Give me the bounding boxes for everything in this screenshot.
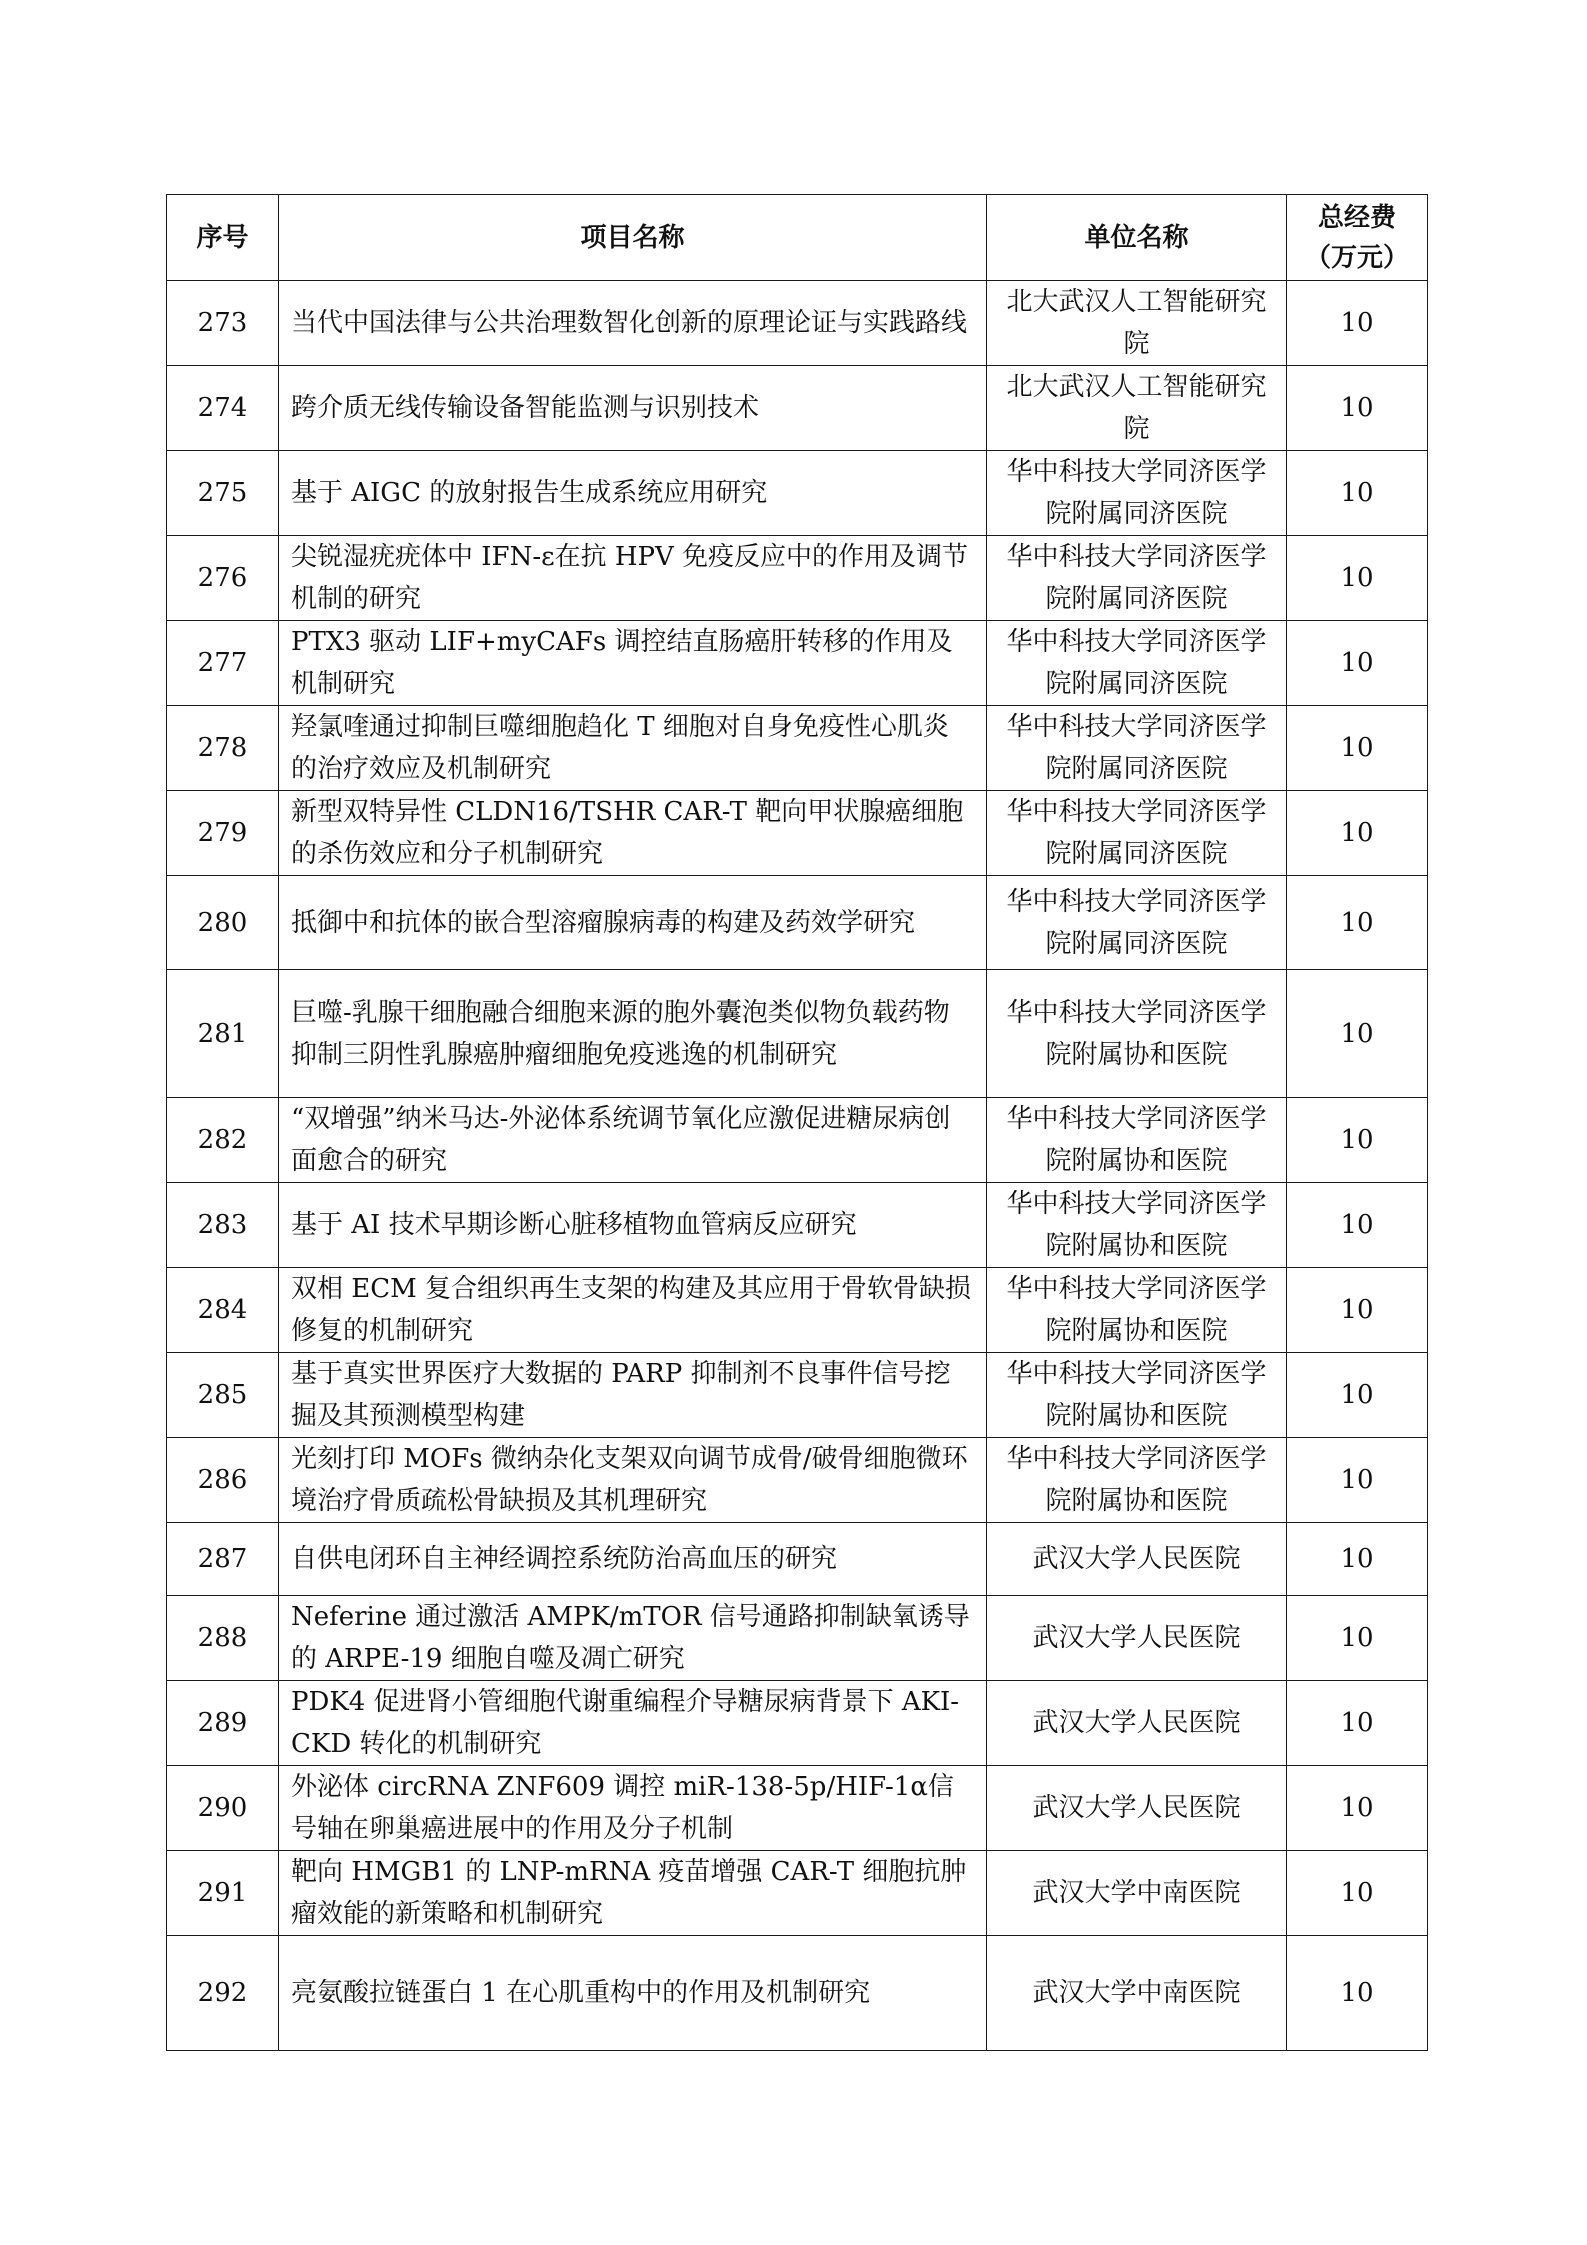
table-row [167,1766,1428,1851]
table-row [167,1183,1428,1268]
header-project-name: 项目名称 [279,195,987,281]
row-project-name: 亮氨酸拉链蛋白 1 在心肌重构中的作用及机制研究 [279,1936,987,2051]
row-unit-name: 华中科技大学同济医学院附属同济医院 [987,536,1287,621]
row-funding: 10 [1287,451,1428,536]
header-total-funding [1287,195,1428,281]
row-project-name: 基于 AI 技术早期诊断心脏移植物血管病反应研究 [279,1183,987,1268]
table-row [167,1851,1428,1936]
row-funding: 10 [1287,281,1428,366]
row-project-name: 光刻打印 MOFs 微纳杂化支架双向调节成骨/破骨细胞微环境治疗骨质疏松骨缺损及其机理研究 [279,1438,987,1523]
row-unit-name: 华中科技大学同济医学院附属协和医院 [987,1098,1287,1183]
row-funding: 10 [1287,791,1428,876]
row-funding: 10 [1287,1681,1428,1766]
row-funding: 10 [1287,1183,1428,1268]
row-project-name: 当代中国法律与公共治理数智化创新的原理论证与实践路线 [279,281,987,366]
row-funding: 10 [1287,621,1428,706]
row-unit-name: 武汉大学人民医院 [987,1681,1287,1766]
row-unit-name: 北大武汉人工智能研究院 [987,366,1287,451]
row-project-name: 新型双特异性 CLDN16/TSHR CAR-T 靶向甲状腺癌细胞的杀伤效应和分子机制研究 [279,791,987,876]
row-project-name: 巨噬-乳腺干细胞融合细胞来源的胞外囊泡类似物负载药物抑制三阴性乳腺癌肿瘤细胞免疫逃逸的机制研究 [279,970,987,1098]
table-row [167,451,1428,536]
row-funding: 10 [1287,1353,1428,1438]
table-row [167,1353,1428,1438]
row-no: 283 [167,1183,279,1268]
header-total-funding-line2: （万元） [1304,242,1409,273]
row-no: 292 [167,1936,279,2051]
row-no: 287 [167,1523,279,1596]
row-funding: 10 [1287,1851,1428,1936]
table-row [167,791,1428,876]
row-unit-name: 北大武汉人工智能研究院 [987,281,1287,366]
row-unit-name: 华中科技大学同济医学院附属协和医院 [987,1353,1287,1438]
row-no: 285 [167,1353,279,1438]
row-unit-name: 武汉大学中南医院 [987,1936,1287,2051]
row-project-name: 尖锐湿疣疣体中 IFN-ε在抗 HPV 免疫反应中的作用及调节机制的研究 [279,536,987,621]
project-funding-table [166,194,1428,2051]
row-project-name: 靶向 HMGB1 的 LNP-mRNA 疫苗增强 CAR-T 细胞抗肿瘤效能的新策略和机制研究 [279,1851,987,1936]
row-unit-name: 武汉大学中南医院 [987,1851,1287,1936]
row-unit-name: 华中科技大学同济医学院附属协和医院 [987,970,1287,1098]
row-no: 279 [167,791,279,876]
row-funding: 10 [1287,1936,1428,2051]
row-no: 273 [167,281,279,366]
row-unit-name: 华中科技大学同济医学院附属同济医院 [987,791,1287,876]
row-project-name: 自供电闭环自主神经调控系统防治高血压的研究 [279,1523,987,1596]
row-project-name: 外泌体 circRNA ZNF609 调控 miR-138-5p/HIF-1α信号轴在卵巢癌进展中的作用及分子机制 [279,1766,987,1851]
row-no: 277 [167,621,279,706]
row-no: 278 [167,706,279,791]
row-no: 289 [167,1681,279,1766]
row-project-name: PDK4 促进肾小管细胞代谢重编程介导糖尿病背景下 AKI-CKD 转化的机制研究 [279,1681,987,1766]
table-row [167,281,1428,366]
row-no: 291 [167,1851,279,1936]
table-row [167,621,1428,706]
row-project-name: 抵御中和抗体的嵌合型溶瘤腺病毒的构建及药效学研究 [279,876,987,970]
table-row [167,536,1428,621]
table-row [167,1523,1428,1596]
row-unit-name: 武汉大学人民医院 [987,1766,1287,1851]
row-no: 274 [167,366,279,451]
table-row [167,1268,1428,1353]
row-unit-name: 华中科技大学同济医学院附属协和医院 [987,1438,1287,1523]
row-funding: 10 [1287,366,1428,451]
row-funding: 10 [1287,1268,1428,1353]
table-row [167,1681,1428,1766]
row-unit-name: 华中科技大学同济医学院附属同济医院 [987,451,1287,536]
header-no: 序号 [167,195,279,281]
row-unit-name: 华中科技大学同济医学院附属协和医院 [987,1268,1287,1353]
table-row [167,1098,1428,1183]
row-funding: 10 [1287,970,1428,1098]
row-unit-name: 华中科技大学同济医学院附属同济医院 [987,706,1287,791]
row-unit-name: 华中科技大学同济医学院附属同济医院 [987,621,1287,706]
row-unit-name: 武汉大学人民医院 [987,1523,1287,1596]
row-funding: 10 [1287,1766,1428,1851]
row-no: 290 [167,1766,279,1851]
table-row [167,706,1428,791]
row-project-name: Neferine 通过激活 AMPK/mTOR 信号通路抑制缺氧诱导的 ARPE-19 细胞自噬及凋亡研究 [279,1596,987,1681]
table-row [167,366,1428,451]
row-no: 286 [167,1438,279,1523]
row-no: 275 [167,451,279,536]
row-project-name: 羟氯喹通过抑制巨噬细胞趋化 T 细胞对自身免疫性心肌炎的治疗效应及机制研究 [279,706,987,791]
row-funding: 10 [1287,1438,1428,1523]
table-row [167,1438,1428,1523]
row-funding: 10 [1287,1596,1428,1681]
row-funding: 10 [1287,1098,1428,1183]
row-no: 288 [167,1596,279,1681]
row-unit-name: 华中科技大学同济医学院附属同济医院 [987,876,1287,970]
table-header-row [167,195,1428,281]
row-no: 282 [167,1098,279,1183]
row-project-name: 基于 AIGC 的放射报告生成系统应用研究 [279,451,987,536]
row-no: 280 [167,876,279,970]
row-unit-name: 华中科技大学同济医学院附属协和医院 [987,1183,1287,1268]
row-funding: 10 [1287,876,1428,970]
row-no: 276 [167,536,279,621]
row-no: 284 [167,1268,279,1353]
table-row [167,1596,1428,1681]
row-funding: 10 [1287,1523,1428,1596]
row-project-name: 基于真实世界医疗大数据的 PARP 抑制剂不良事件信号挖掘及其预测模型构建 [279,1353,987,1438]
row-project-name: “双增强”纳米马达-外泌体系统调节氧化应激促进糖尿病创面愈合的研究 [279,1098,987,1183]
header-total-funding-line1: 总经费 [1317,202,1396,233]
table-row [167,970,1428,1098]
row-funding: 10 [1287,536,1428,621]
row-funding: 10 [1287,706,1428,791]
row-project-name: PTX3 驱动 LIF+myCAFs 调控结直肠癌肝转移的作用及机制研究 [279,621,987,706]
table-row [167,876,1428,970]
row-unit-name: 武汉大学人民医院 [987,1596,1287,1681]
header-unit-name: 单位名称 [987,195,1287,281]
row-project-name: 双相 ECM 复合组织再生支架的构建及其应用于骨软骨缺损修复的机制研究 [279,1268,987,1353]
row-project-name: 跨介质无线传输设备智能监测与识别技术 [279,366,987,451]
table-row [167,1936,1428,2051]
row-no: 281 [167,970,279,1098]
